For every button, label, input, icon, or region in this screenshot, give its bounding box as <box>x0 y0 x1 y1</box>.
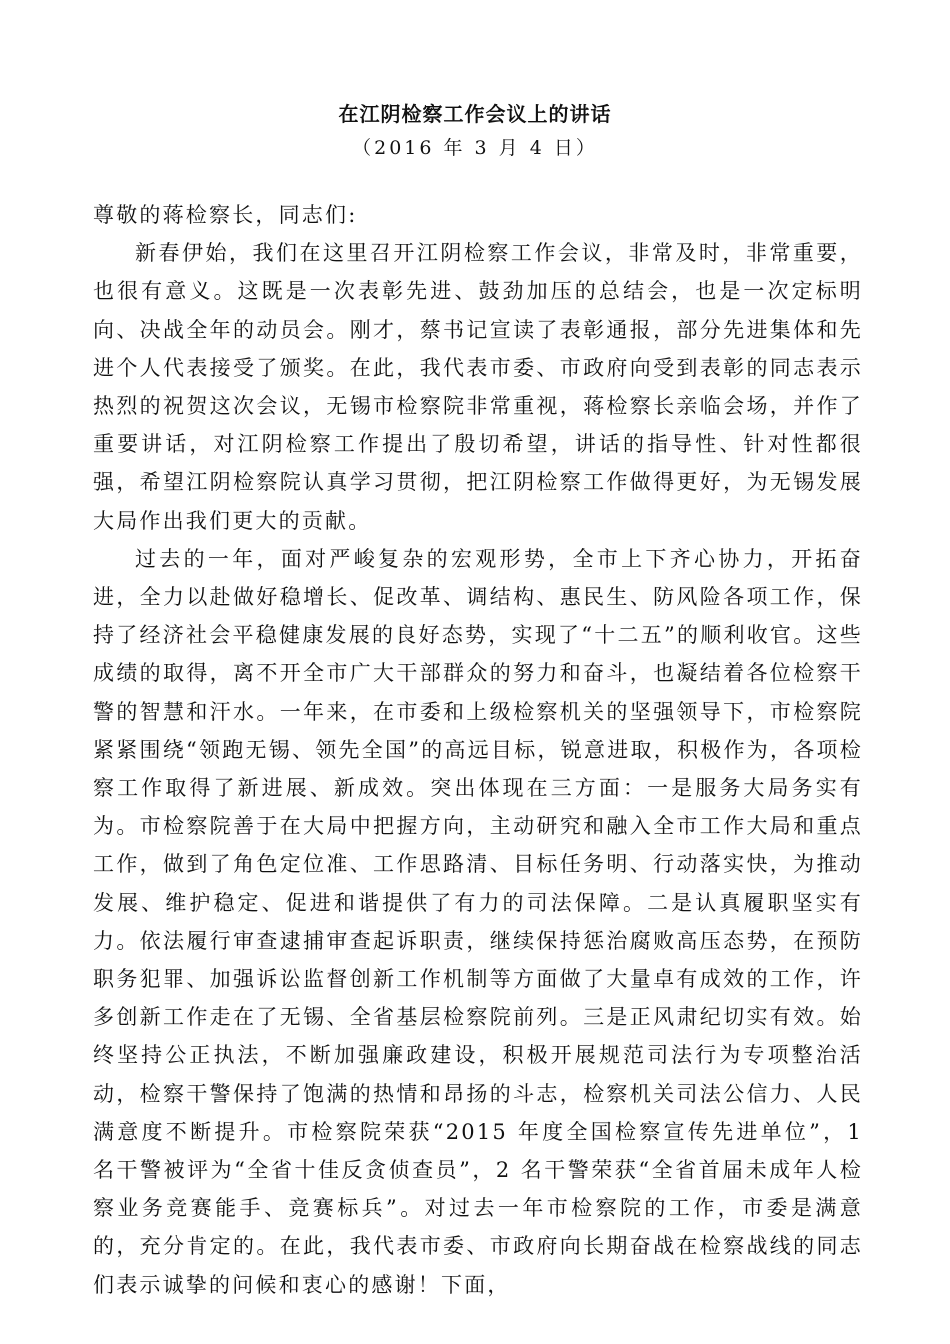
document-title: 在江阴检察工作会议上的讲话 <box>338 102 612 126</box>
speech-body <box>93 196 863 1304</box>
document-date: （2016 年 3 月 4 日） <box>352 137 598 159</box>
salutation: 尊敬的蒋检察长，同志们: <box>93 203 358 227</box>
paragraph-review: 过去的一年，面对严峻复杂的宏观形势，全市上下齐心协力，开拓奋进，全力以赴做好稳增长、促改革、调结构、惠民生、防风险各项工作，保持了经济社会平稳健康发展的良好态势，实现了“十二五”的顺利收官。这些成绩的取得，离不开全市广大干部群众的努力和奋斗，也凝结着各位检察干警的智慧和汗水。一年来，在市委和上级检察机关的坚强领导下，市检察院紧紧围绕“领跑无锡、领先全国”的高远目标，锐意进取，积极作为，各项检察工作取得了新进展、新成效。突出体现在三方面：一是服务大局务实有为。市检察院善于在大局中把握方向，主动研究和融入全市工作大局和重点工作，做到了角色定位准、工作思路清、目标任务明、行动落实快，为推动发展、维护稳定、促进和谐提供了有力的司法保障。二是认真履职坚实有力。依法履行审查逮捕审查起诉职责，继续保持惩治腐败高压态势，在预防职务犯罪、加强诉讼监督创新工作机制等方面做了大量卓有成效的工作，许多创新工作走在了无锡、全省基层检察院前列。三是正风肃纪切实有效。始终坚持公正执法，不断加强廉政建设，积极开展规范司法行为专项整治活动，检察干警保持了饱满的热情和昂扬的斗志，检察机关司法公信力、人民满意度不断提升。市检察院荣获“2015 年度全国检察宣传先进单位”，1 名干警被评为“全省十佳反贪侦查员”，2 名干警荣获“全省首届未成年人检察业务竞赛能手、竞赛标兵”。对过去一年市检察院的工作，市委是满意的，充分肯定的。在此，我代表市委、市政府向长期奋战在检察战线的同志们表示诚挚的问候和衷心的感谢！下面， <box>93 546 863 1297</box>
paragraph-opening: 新春伊始，我们在这里召开江阴检察工作会议，非常及时，非常重要，也很有意义。这既是一次表彰先进、鼓劲加压的总结会，也是一次定标明向、决战全年的动员会。刚才，蔡书记宣读了表彰通报，部分先进集体和先进个人代表接受了颁奖。在此，我代表市委、市政府向受到表彰的同志表示热烈的祝贺这次会议，无锡市检察院非常重视，蒋检察长亲临会场，并作了重要讲话，对江阴检察工作提出了殷切希望，讲话的指导性、针对性都很强，希望江阴检察院认真学习贯彻，把江阴检察工作做得更好，为无锡发展大局作出我们更大的贡献。 <box>93 241 863 533</box>
